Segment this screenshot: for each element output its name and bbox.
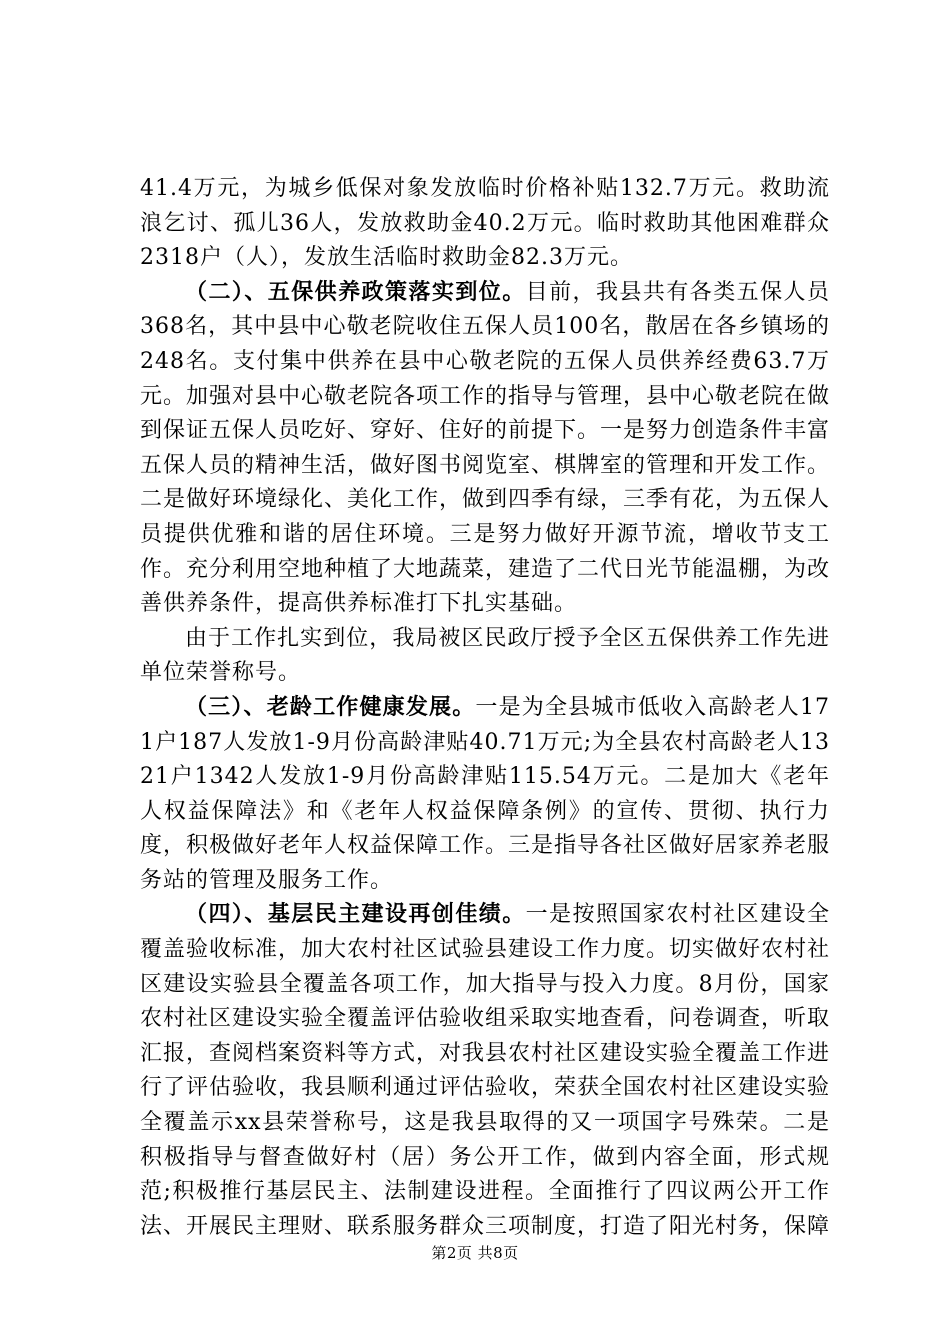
paragraph-text: 一是为全县城市低收入高龄老人171户187人发放1-9月份高龄津贴40.71万元;为全县农村高龄老人1321户1342人发放1-9月份高龄津贴115.54万元。二是加大《老年人权益保障法》和《老年人权益保障条例》的宣传、贯彻、执行力度，积极做好老年人权益保障工作。三是指导各社区做好居家养老服务站的管理及服务工作。 <box>140 694 831 893</box>
paragraph-text: 一是按照国家农村社区建设全覆盖验收标准，加大农村社区试验县建设工作力度。切实做好农村社区建设实验县全覆盖各项工作，加大指导与投入力度。8月份，国家农村社区建设实验全覆盖评估验收组采取实地查看，问卷调查，听取汇报，查阅档案资料等方式，对我县农村社区建设实验全覆盖工作进行了评估验收，我县顺利通过评估验收，荣获全国农村社区建设实验全覆盖示xx县荣誉称号，这是我县取得的又一项国字号殊荣。二是积极指导与督查做好村（居）务公开工作，做到内容全面，形式规范;积极推行基层民主、法制建设进程。全面推行了四议两公开工作法、开展民主理财、联系服务群众三项制度，打造了阳光村务，保障 <box>140 902 831 1239</box>
section-heading: （四）、基层民主建设再创佳绩。 <box>185 902 526 928</box>
paragraph-text: 41.4万元，为城乡低保对象发放临时价格补贴132.7万元。救助流浪乞讨、孤儿36人，发放救助金40.2万元。临时救助其他困难群众2318户（人），发放生活临时救助金82.3万元。 <box>140 176 830 271</box>
paragraph-elderly-work <box>140 691 830 899</box>
section-heading: （二）、五保供养政策落实到位。 <box>185 279 526 305</box>
document-body <box>140 172 830 1244</box>
paragraph-relief-continued <box>140 172 830 276</box>
paragraph-wubao-support <box>140 276 830 622</box>
paragraph-grassroots-democracy <box>140 898 830 1244</box>
section-heading: （三）、老龄工作健康发展。 <box>185 694 476 720</box>
paragraph-text: 由于工作扎实到位，我局被区民政厅授予全区五保供养工作先进单位荣誉称号。 <box>140 625 830 686</box>
paragraph-text: 目前，我县共有各类五保人员368名，其中县中心敬老院收住五保人员100名，散居在各乡镇场的248名。支付集中供养在县中心敬老院的五保人员供养经费63.7万元。加强对县中心敬老院各项工作的指导与管理，县中心敬老院在做到保证五保人员吃好、穿好、住好的前提下。一是努力创造条件丰富五保人员的精神生活，做好图书阅览室、棋牌室的管理和开发工作。二是做好环境绿化、美化工作，做到四季有绿，三季有花，为五保人员提供优雅和谐的居住环境。三是努力做好开源节流，增收节支工作。充分利用空地种植了大地蔬菜，建造了二代日光节能温棚，为改善供养条件，提高供养标准打下扎实基础。 <box>140 279 831 617</box>
paragraph-honor <box>140 622 830 691</box>
page-number-footer: 第2页 共8页 <box>431 1244 519 1262</box>
